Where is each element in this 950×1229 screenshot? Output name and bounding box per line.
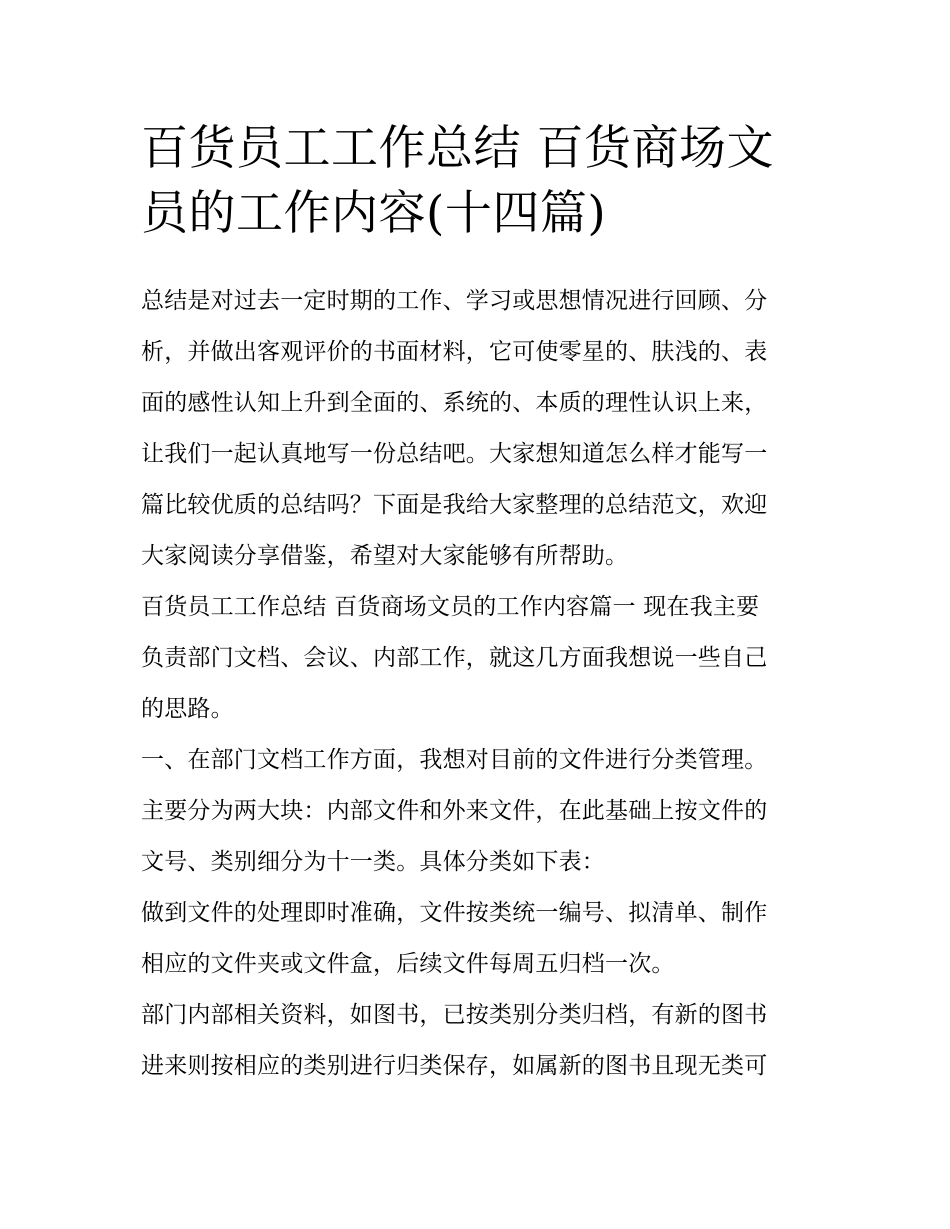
body-text-line: 做到文件的处理即时准确，文件按类统一编号、拟清单、制作 (141, 900, 768, 926)
body-text-line: 部门内部相关资料，如图书，已按类别分类归档，有新的图书 (141, 1002, 768, 1028)
body-text-line: 百货员工工作总结 百货商场文员的工作内容篇一 现在我主要 (141, 594, 760, 620)
body-text-line: 文号、类别细分为十一类。具体分类如下表： (141, 849, 605, 875)
body-text-line: 主要分为两大块：内部文件和外来文件，在此基础上按文件的 (141, 798, 768, 824)
body-text-line: 让我们一起认真地写一份总结吧。大家想知道怎么样才能写一 (141, 441, 768, 467)
title-line: 员的工作内容(十四篇) (141, 186, 607, 241)
body-text-line: 大家阅读分享借鉴，希望对大家能够有所帮助。 (141, 543, 629, 569)
document-body (141, 276, 821, 1092)
body-text-line: 负责部门文档、会议、内部工作，就这几方面我想说一些自己 (141, 645, 768, 671)
document-title (141, 116, 821, 246)
body-text-line: 的思路。 (141, 696, 234, 722)
body-text-line: 进来则按相应的类别进行归类保存，如属新的图书且现无类可 (141, 1053, 768, 1079)
body-text-line: 篇比较优质的总结吗？下面是我给大家整理的总结范文，欢迎 (141, 492, 768, 518)
body-text-line: 相应的文件夹或文件盒，后续文件每周五归档一次。 (141, 951, 675, 977)
body-text-line: 一、在部门文档工作方面，我想对目前的文件进行分类管理。 (141, 747, 768, 773)
body-text-line: 析，并做出客观评价的书面材料，它可使零星的、肤浅的、表 (141, 339, 768, 365)
body-text-line: 面的感性认知上升到全面的、系统的、本质的理性认识上来， (141, 390, 768, 416)
title-line: 百货员工工作总结 百货商场文 (141, 121, 774, 176)
body-text-line: 总结是对过去一定时期的工作、学习或思想情况进行回顾、分 (141, 288, 768, 314)
